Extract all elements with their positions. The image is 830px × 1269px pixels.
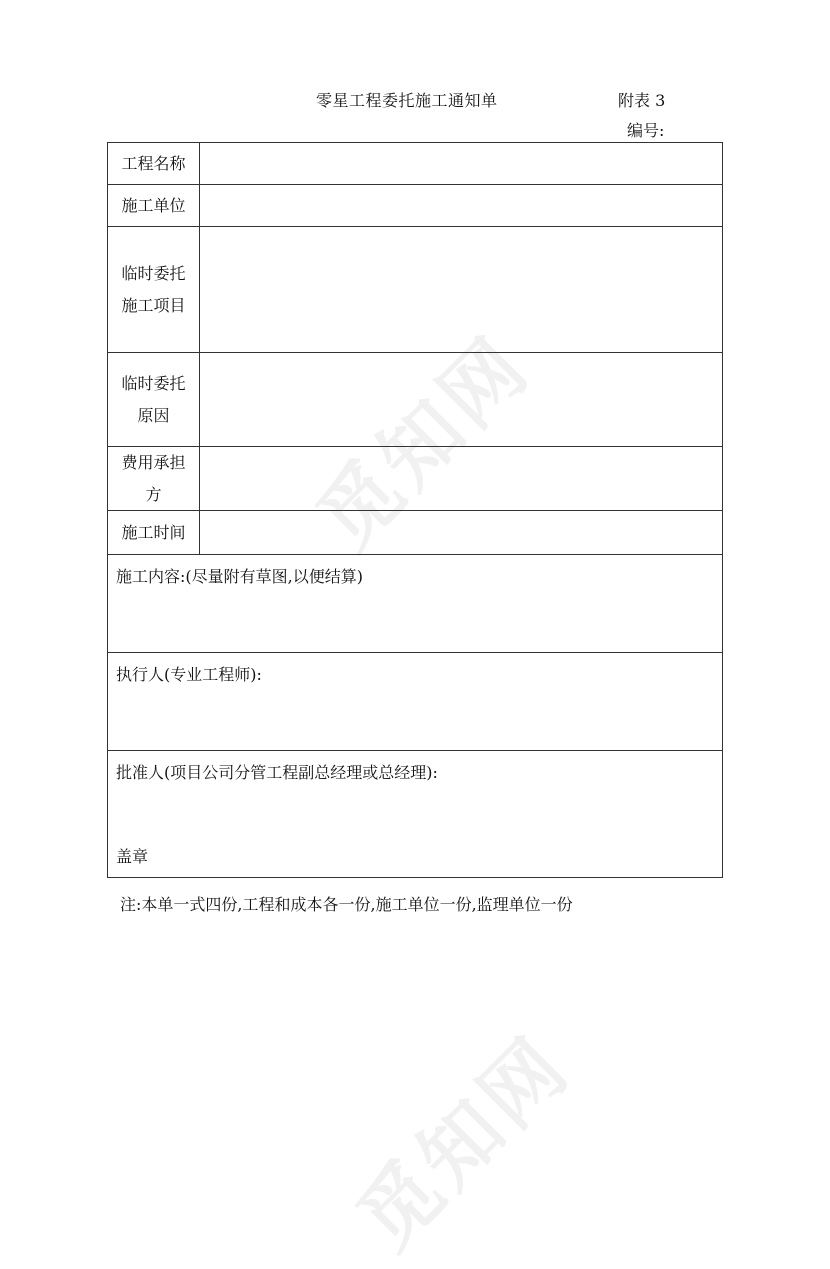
row-temp-reason — [108, 353, 722, 447]
row-contractor — [108, 185, 722, 227]
content-block[interactable] — [108, 555, 722, 653]
temp-reason-label-line: 临时委托 — [121, 373, 186, 393]
temp-project-label-line: 临时委托 — [121, 263, 186, 283]
form-title: 零星工程委托施工通知单 — [316, 91, 498, 110]
footnote: 注:本单一式四份,工程和成本各一份,施工单位一份,监理单位一份 — [120, 895, 573, 914]
row-construction-time — [108, 511, 722, 555]
temp-project-field[interactable] — [200, 227, 722, 352]
project-name-field[interactable] — [200, 143, 722, 184]
executor-label: 执行人(专业工程师): — [116, 665, 262, 684]
attachment-label: 附表 3 — [618, 91, 666, 110]
temp-reason-label — [108, 353, 200, 446]
construction-time-label: 施工时间 — [108, 511, 200, 554]
content-label: 施工内容:(尽量附有草图,以便结算) — [116, 567, 363, 586]
contractor-field[interactable] — [200, 185, 722, 226]
temp-project-label-line: 施工项目 — [121, 295, 186, 315]
executor-block[interactable] — [108, 653, 722, 751]
row-project-name — [108, 143, 722, 185]
serial-number-label: 编号: — [627, 121, 665, 140]
approver-block[interactable] — [108, 751, 722, 877]
cost-bearer-label-line: 费用承担 — [121, 452, 186, 472]
project-name-label: 工程名称 — [108, 143, 200, 184]
approver-label: 批准人(项目公司分管工程副总经理或总经理): — [116, 763, 438, 782]
temp-project-label — [108, 227, 200, 352]
temp-reason-field[interactable] — [200, 353, 722, 446]
row-temp-project — [108, 227, 722, 353]
watermark: 觅知网 — [339, 1018, 589, 1267]
cost-bearer-label — [108, 447, 200, 510]
construction-time-field[interactable] — [200, 511, 722, 554]
cost-bearer-label-line: 方 — [145, 484, 162, 504]
notice-form — [107, 142, 723, 878]
temp-reason-label-line: 原因 — [137, 405, 170, 425]
watermark: 觅知网 — [299, 318, 549, 567]
stamp-label: 盖章 — [116, 847, 149, 866]
row-cost-bearer — [108, 447, 722, 511]
contractor-label: 施工单位 — [108, 185, 200, 226]
cost-bearer-field[interactable] — [200, 447, 722, 510]
